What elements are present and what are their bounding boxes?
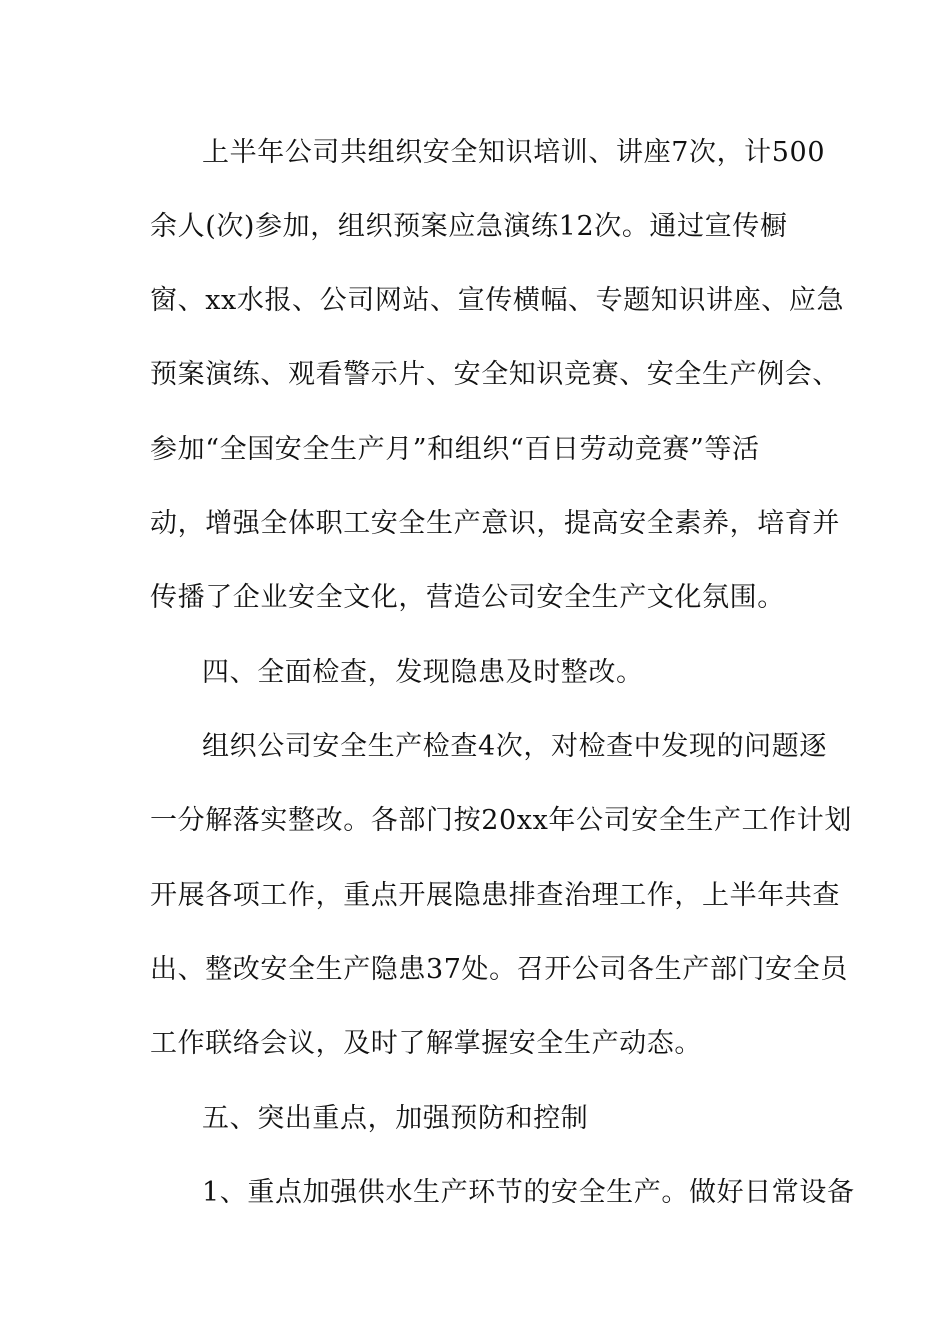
paragraph-line: 组织公司安全生产检查4次，对检查中发现的问题逐 <box>202 731 827 762</box>
paragraph-line: 余人(次)参加，组织预案应急演练12次。通过宣传橱 <box>150 211 788 242</box>
paragraph-line: 预案演练、观看警示片、安全知识竞赛、安全生产例会、 <box>150 359 840 390</box>
paragraph-line: 上半年公司共组织安全知识培训、讲座7次，计500 <box>202 137 826 168</box>
section-heading: 五、突出重点，加强预防和控制 <box>202 1103 589 1134</box>
paragraph-line: 参加“全国安全生产月”和组织“百日劳动竞赛”等活 <box>150 434 760 465</box>
paragraph-line: 动，增强全体职工安全生产意识，提高安全素养，培育并 <box>150 508 840 539</box>
paragraph-line: 工作联络会议，及时了解掌握安全生产动态。 <box>150 1028 702 1059</box>
paragraph-line: 一分解落实整改。各部门按20xx年公司安全生产工作计划 <box>150 805 853 836</box>
paragraph-line: 窗、xx水报、公司网站、宣传横幅、专题知识讲座、应急 <box>150 285 845 316</box>
paragraph-line: 传播了企业安全文化，营造公司安全生产文化氛围。 <box>150 582 785 613</box>
paragraph-line: 出、整改安全生产隐患37处。召开公司各生产部门安全员 <box>150 954 848 985</box>
section-heading: 四、全面检查，发现隐患及时整改。 <box>202 657 644 688</box>
paragraph-line: 1、重点加强供水生产环节的安全生产。做好日常设备 <box>202 1177 855 1208</box>
paragraph-line: 开展各项工作，重点开展隐患排查治理工作，上半年共查 <box>150 880 840 911</box>
